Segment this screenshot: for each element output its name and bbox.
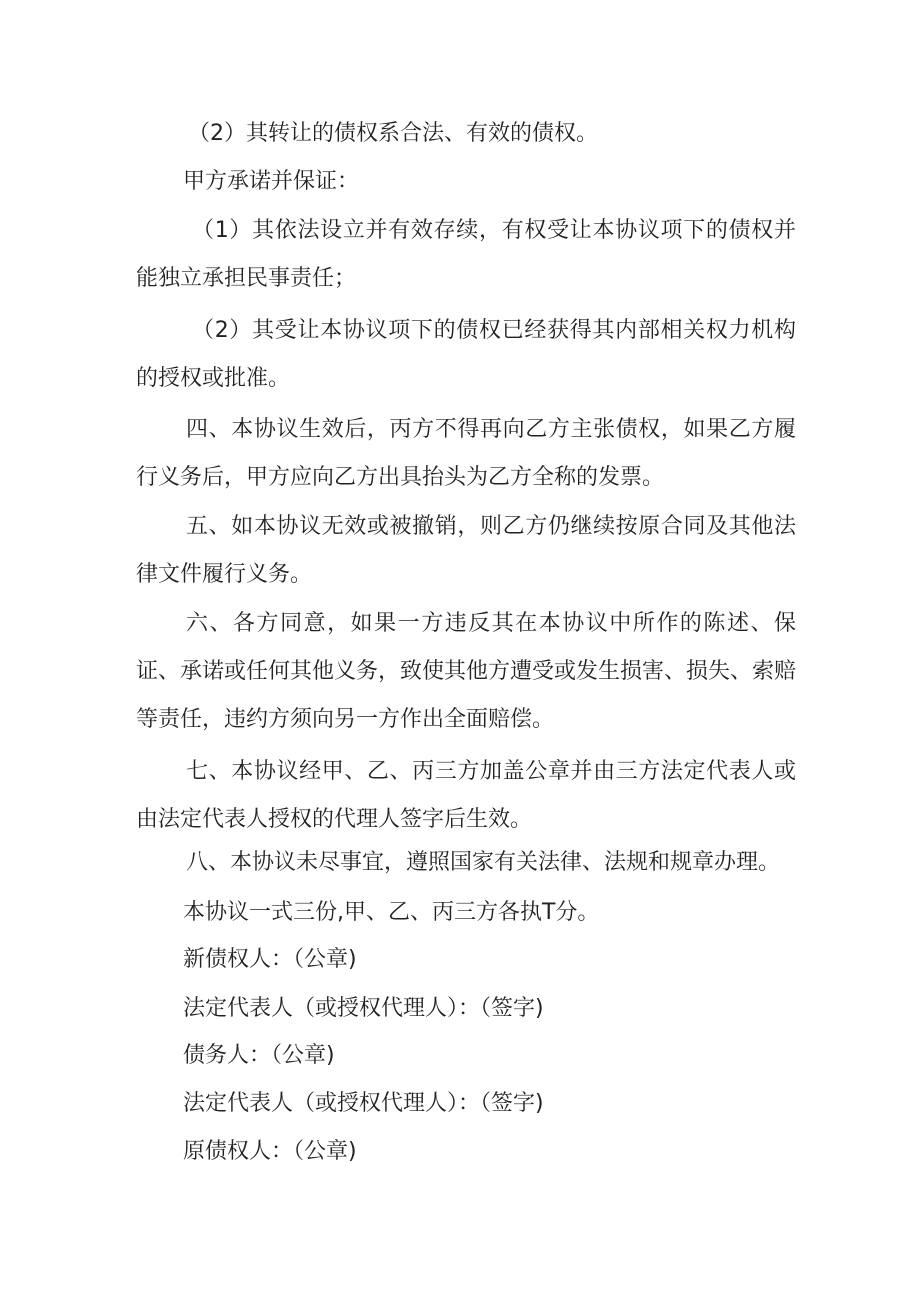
copies-statement: 本协议一式三份,甲、乙、丙三方各执T分。 <box>183 900 600 925</box>
clause-five: 五、如本协议无效或被撤销，则乙方仍继续按原合同及其他法律文件履行义务。 <box>136 514 796 587</box>
new-creditor-signature-line: 法定代表人（或授权代理人）：（签字) <box>183 996 544 1021</box>
debtor-signature-line: 法定代表人（或授权代理人）：（签字) <box>183 1091 544 1116</box>
clause-seven: 七、本协议经甲、乙、丙三方加盖公章并由三方法定代表人或由法定代表人授权的代理人签字后生效。 <box>136 759 796 832</box>
new-creditor-seal-line: 新债权人：（公章) <box>183 947 357 972</box>
clause-four: 四、本协议生效后，丙方不得再向乙方主张债权，如果乙方履行义务后，甲方应向乙方出具抬头为乙方全称的发票。 <box>136 417 796 490</box>
original-creditor-seal-line: 原债权人：（公章) <box>183 1139 357 1164</box>
clause-six: 六、各方同意，如果一方违反其在本协议中所作的陈述、保证、承诺或任何其他义务，致使其他方遭受或发生损害、损失、索赔等责任，违约方须向另一方作出全面赔偿。 <box>136 611 797 732</box>
clause-item-authorized: （2）其受让本协议项下的债权已经获得其内部相关权力机构的授权或批准。 <box>136 318 796 391</box>
clause-item-transfer-valid: （2）其转让的债权系合法、有效的债权。 <box>188 121 598 146</box>
debtor-seal-line: 债务人：（公章) <box>183 1043 335 1068</box>
clause-eight: 八、本协议未尽事宜，遵照国家有关法律、法规和规章办理。 <box>186 850 781 875</box>
clause-item-established: （1）其依法设立并有效存续，有权受让本协议项下的债权并能独立承担民事责任； <box>136 218 796 291</box>
party-a-undertaking-heading: 甲方承诺并保证： <box>183 169 360 194</box>
